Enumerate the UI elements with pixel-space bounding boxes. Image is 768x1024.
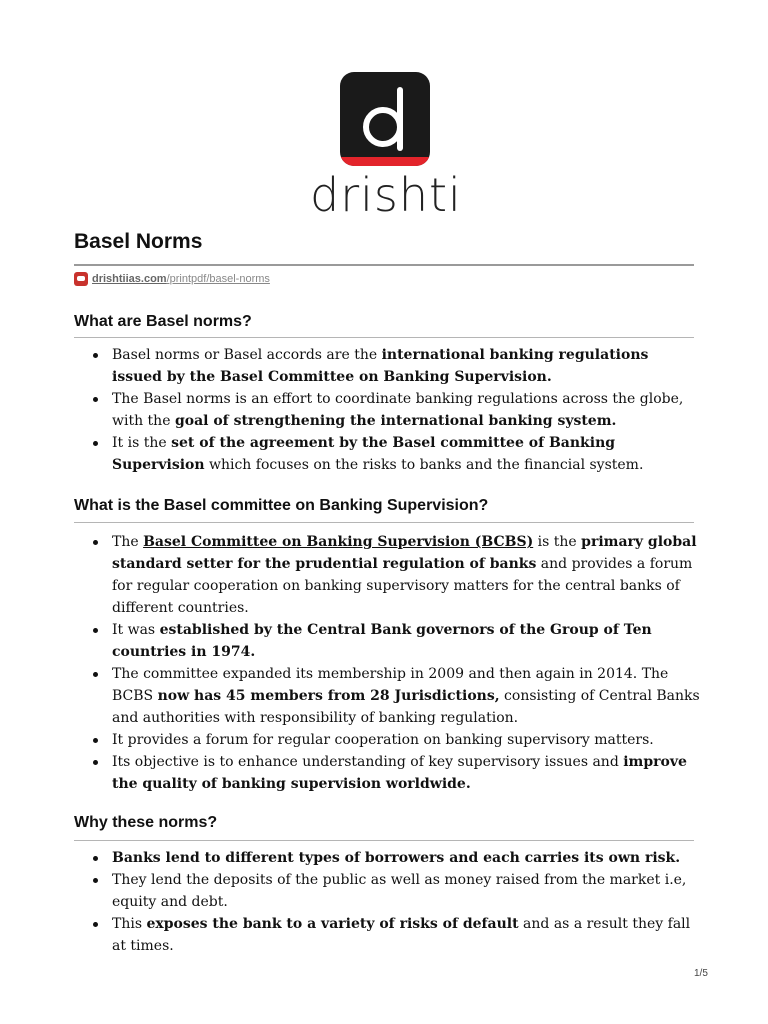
list-item: The Basel Committee on Banking Supervision (BCBS) is the primary global standard setter for the prudential regulation of banks and provides a forum for regular cooperation on banking supervisory matters for the central banks of different countries. xyxy=(112,531,702,619)
source-path[interactable]: /printpdf/basel-norms xyxy=(166,273,270,285)
logo-mark-icon xyxy=(340,72,430,166)
bold-text: Banks lend to different types of borrowers and each carries its own risk. xyxy=(112,850,681,866)
source-domain[interactable]: drishtiias.com xyxy=(92,273,167,285)
section-title: What are Basel norms? xyxy=(74,313,252,330)
bold-text: improve the quality of banking supervision worldwide. xyxy=(112,754,687,792)
bullet-list xyxy=(74,531,702,795)
list-item: Basel norms or Basel accords are the international banking regulations issued by the Basel Committee on Banking Supervision. xyxy=(112,344,702,388)
list-item: It provides a forum for regular cooperation on banking supervisory matters. xyxy=(112,729,702,751)
section-title: Why these norms? xyxy=(74,814,218,831)
list-item: This exposes the bank to a variety of risks of default and as a result they fall at times. xyxy=(112,913,702,957)
drishti-logo xyxy=(310,72,460,224)
bcbs-link[interactable]: Basel Committee on Banking Supervision (BCBS) xyxy=(143,534,534,550)
list-item: They lend the deposits of the public as well as money raised from the market i.e, equity and debt. xyxy=(112,869,702,913)
bullet-list xyxy=(74,344,702,476)
bold-text: now has 45 members from 28 Jurisdictions, xyxy=(157,688,500,704)
section-divider xyxy=(74,840,694,841)
list-item: It was established by the Central Bank governors of the Group of Ten countries in 1974. xyxy=(112,619,702,663)
site-favicon-icon xyxy=(74,272,88,286)
section-divider xyxy=(74,337,694,338)
bold-text: exposes the bank to a variety of risks of default xyxy=(146,916,519,932)
list-item: It is the set of the agreement by the Basel committee of Banking Supervision which focuses on the risks to banks and the financial system. xyxy=(112,432,702,476)
bold-text: primary global standard setter for the prudential regulation of banks xyxy=(112,534,697,572)
list-item: Its objective is to enhance understanding of key supervisory issues and improve the quality of banking supervision worldwide. xyxy=(112,751,702,795)
section-title: What is the Basel committee on Banking Supervision? xyxy=(74,497,489,514)
title-divider xyxy=(74,264,694,266)
logo-wordmark: drishti xyxy=(310,168,462,222)
list-item: The committee expanded its membership in 2009 and then again in 2014. The BCBS now has 45 members from 28 Jurisdictions, consisting of Central Banks and authorities with responsibility of banking regulation. xyxy=(112,663,702,729)
bold-text: goal of strengthening the international banking system. xyxy=(174,413,617,429)
source-link[interactable] xyxy=(74,270,270,288)
page-number: 1/5 xyxy=(694,968,708,979)
bold-text: international banking regulations issued by the Basel Committee on Banking Supervision. xyxy=(112,347,649,385)
bold-text: set of the agreement by the Basel committee of Banking Supervision xyxy=(112,435,616,473)
page-title: Basel Norms xyxy=(74,230,203,253)
bold-text: established by the Central Bank governors of the Group of Ten countries in 1974. xyxy=(112,622,652,660)
bullet-list xyxy=(74,847,702,957)
section-divider xyxy=(74,522,694,523)
list-item xyxy=(112,847,702,869)
list-item: The Basel norms is an effort to coordinate banking regulations across the globe, with the goal of strengthening the international banking system. xyxy=(112,388,702,432)
